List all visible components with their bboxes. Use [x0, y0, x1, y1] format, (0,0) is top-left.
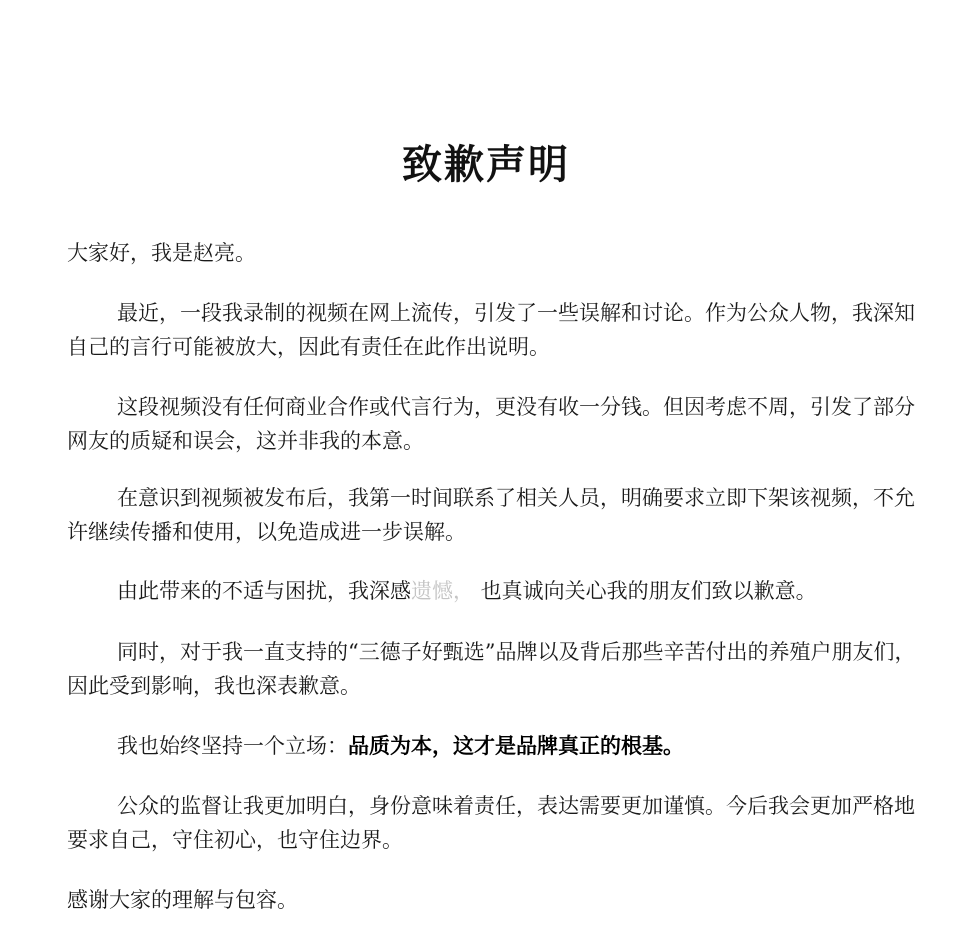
page-title: 致歉声明 [402, 141, 570, 188]
paragraph-6-text: 我也始终坚持一个立场： [117, 734, 348, 758]
paragraph-4-text-end: 也真诚向关心我的朋友们致以歉意。 [474, 579, 817, 603]
paragraph-2: 这段视频没有任何商业合作或代言行为，更没有收一分钱。但因考虑不周，引发了部分网友的质疑和误会，这并非我的本意。 [67, 395, 915, 453]
paragraph-4-text-start: 由此带来的不适与困扰，我深感 [117, 579, 411, 603]
closing-paragraph: 感谢大家的理解与包容。 [67, 888, 298, 912]
paragraph-5: 同时，对于我一直支持的“三德子好甄选”品牌以及背后那些辛苦付出的养殖户朋友们，因此受到影响，我也深表歉意。 [67, 640, 916, 698]
paragraph-7: 公众的监督让我更加明白，身份意味着责任，表达需要更加谨慎。今后我会更加严格地要求自己，守住初心，也守住边界。 [67, 794, 915, 852]
paragraph-4 [67, 574, 925, 608]
greeting-paragraph: 大家好，我是赵亮。 [67, 241, 256, 265]
paragraph-3: 在意识到视频被发布后，我第一时间联系了相关人员，明确要求立即下架该视频，不允许继续传播和使用，以免造成进一步误解。 [67, 486, 915, 544]
paragraph-4-faded-text: 遗憾， [411, 579, 474, 603]
paragraph-6 [67, 729, 925, 763]
paragraph-1: 最近，一段我录制的视频在网上流传，引发了一些误解和讨论。作为公众人物，我深知自己的言行可能被放大，因此有责任在此作出说明。 [67, 301, 915, 359]
paragraph-6-bold-text: 品质为本，这才是品牌真正的根基。 [348, 733, 684, 758]
